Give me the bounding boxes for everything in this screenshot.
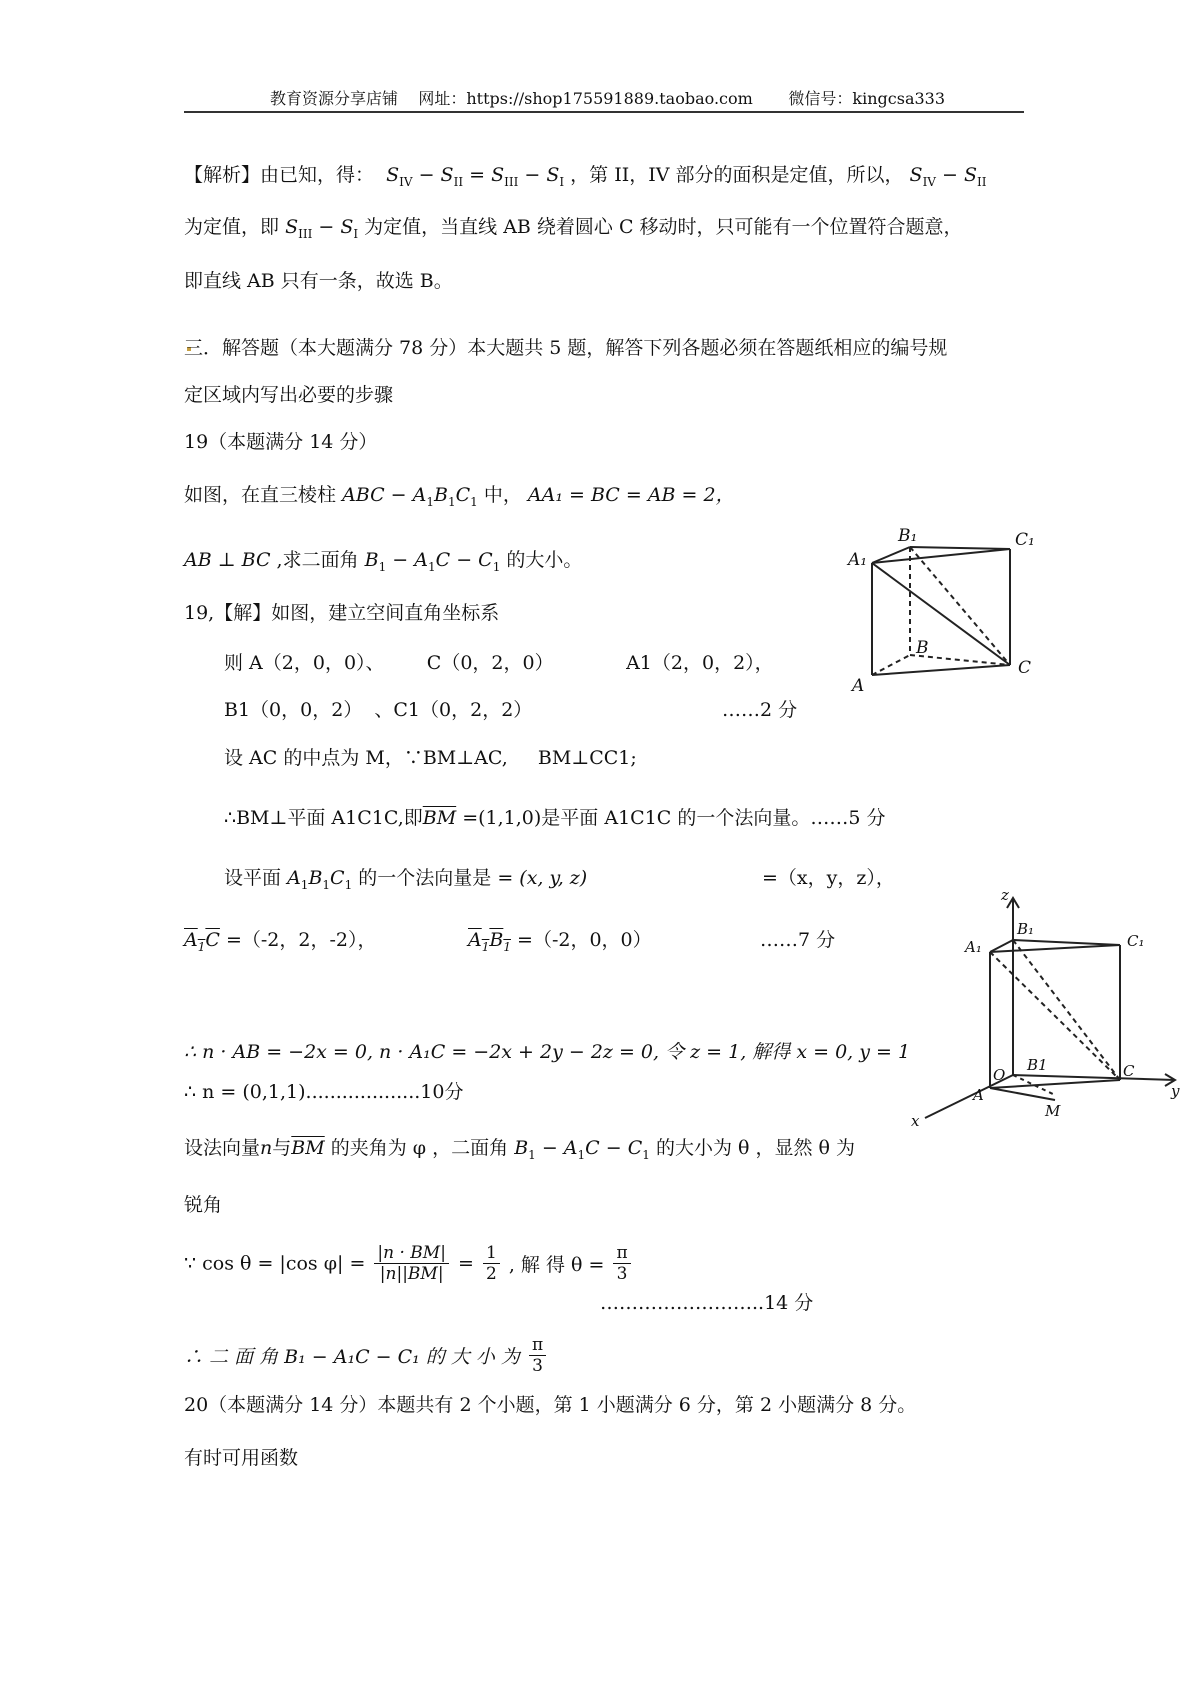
q19-perp: AB ⊥ BC	[184, 549, 271, 571]
vector-a1b1-line	[468, 925, 652, 954]
analysis-text-2b: 为定值，当直线 AB 绕着圆心 C 移动时，只可能有一个位置符合题意，	[364, 216, 963, 238]
header-rule	[184, 111, 1024, 113]
vector-a1c-line	[184, 925, 377, 954]
edge-b1c1-2	[1013, 940, 1120, 945]
sol-final-den: 3	[532, 1356, 543, 1376]
fig2-label-y: y	[1171, 1082, 1180, 1100]
fig2-label-a1: A₁	[965, 938, 982, 956]
fig1-label-a1: A₁	[848, 550, 868, 570]
sol-equation-2: ∴ n = (0,1,1)...................10分	[184, 1081, 464, 1103]
vector-a1c: $A_1C$	[184, 929, 220, 954]
fig2-label-b: B1	[1027, 1056, 1048, 1074]
page-header: 教育资源分享店铺 网址：https://shop175591889.taobao.com 微信号：kingcsa333	[270, 89, 946, 108]
analysis-line-2	[184, 212, 963, 241]
normal-vector-n: = (x, y, z)	[497, 867, 588, 889]
sol-final-text: ∴ 二 面 角 B₁ − A₁C − C₁ 的 大 小 为	[184, 1346, 520, 1368]
sol-cos-eq: =	[457, 1252, 474, 1275]
sol-cos-b: , 解 得 θ =	[508, 1254, 605, 1276]
q19-condition: AA₁ = BC = AB = 2，	[527, 484, 735, 506]
sol-cos-a: ∵ cos θ = |cos φ| =	[184, 1252, 366, 1275]
fig1-label-a: A	[852, 676, 865, 696]
sol-normal-1	[224, 803, 886, 830]
fig1-label-b1: B₁	[898, 526, 918, 546]
fig2-label-z: z	[1001, 890, 1009, 904]
vector-bm: $\overline{BM}$	[422, 807, 457, 829]
vector-a1b1-value: =（-2，0，0）	[517, 929, 652, 951]
sol-score-14: ……………………..14 分	[600, 1292, 814, 1314]
plane-a1b1c1: $A_1B_1C_1$	[287, 867, 353, 892]
sol-cos-fraction	[374, 1243, 449, 1284]
q19-dihedral: $B_1 - A_1C - C_1$	[364, 549, 501, 574]
fig2-label-a: A	[973, 1086, 984, 1104]
analysis-text-1b: ，第 II，IV 部分的面积是定值，所以，	[570, 164, 904, 186]
fig2-label-c1: C₁	[1127, 932, 1145, 950]
sol-equation-1: ∴ n · AB = −2x = 0, n · A₁C = −2x + 2y − 2z = 0, 令 z = 1, 解得 x = 0, y = 1	[184, 1041, 911, 1063]
edge-a1c1-2	[990, 945, 1120, 952]
sol-normal-2a: 设平面	[224, 867, 282, 889]
q19-prism: ABC − $A_1B_1C_1$	[342, 484, 478, 509]
fig1-label-b: B	[916, 638, 929, 658]
sol-pi-den: 3	[616, 1264, 628, 1284]
fig1-label-c: C	[1018, 658, 1032, 678]
sol-pi-third	[613, 1243, 630, 1284]
analysis-formula-2: $S_{IV} - S_{II}$	[909, 164, 987, 189]
analysis-line-1	[184, 160, 986, 189]
sol-half	[483, 1243, 500, 1284]
analysis-line-3: 即直线 AB 只有一条，故选 B。	[184, 270, 453, 292]
vector-bm-2: $\overline{BM}$	[291, 1137, 325, 1159]
sol-score-7: ……7 分	[760, 929, 836, 951]
sol-angle-c: 的夹角为 φ ，二面角	[330, 1137, 509, 1159]
analysis-formula-1: $S_{IV} - S_{II} = S_{III} - S_I$	[386, 164, 565, 189]
sol-angle-line: 设法向量n与$\overline{BM}$ 的夹角为 φ ，二面角 $B_1 - A_1C - C_1$ 的大小为 θ ，显然 θ 为	[184, 1137, 855, 1162]
sol-cos-num: |n · BM|	[374, 1243, 449, 1264]
sol-half-num: 1	[483, 1243, 500, 1264]
q19-line-1	[184, 480, 735, 509]
q19-line-2	[184, 545, 582, 574]
edge-ac-2	[990, 1080, 1120, 1088]
fig2-label-m: M	[1045, 1102, 1061, 1120]
sol-angle-a: 设法向量	[184, 1137, 261, 1159]
sol-final-num: π	[529, 1335, 546, 1356]
section3-line-1: 三．解答题（本大题满分 78 分）本大题共 5 题，解答下列各题必须在答题纸相应的编号规	[184, 337, 948, 359]
q19-text-2b: ,求二面角	[276, 549, 359, 571]
fig2-label-b1: B₁	[1017, 920, 1035, 938]
sol-normal-1a: ∴BM⊥平面 A1C1C,即	[224, 807, 423, 829]
fig2-label-c: C	[1123, 1062, 1135, 1080]
sol-score-2: ……2 分	[722, 699, 798, 721]
fig2-label-o: O	[993, 1066, 1006, 1084]
edge-a1c1	[872, 549, 1010, 563]
q19-text-1b: 中，	[483, 484, 522, 506]
sol-normal-2b: 的一个法向量是	[358, 867, 492, 889]
q20-line-2: 有时可用函数	[184, 1447, 299, 1469]
q19-text-2c: 的大小。	[506, 549, 583, 571]
sol-cos-den: |n||BM|	[379, 1264, 444, 1284]
sol-midpoint: 设 AC 的中点为 M，∵BM⊥AC, BM⊥CC1;	[224, 747, 637, 769]
edge-b1c1	[910, 547, 1010, 549]
sol-angle-d: 的大小为 θ ，显然 θ 为	[655, 1137, 855, 1159]
fig1-label-c1: C₁	[1015, 530, 1035, 550]
prism-figure	[840, 525, 1040, 705]
coordinate-figure	[905, 890, 1190, 1130]
q20-line-1: 20（本题满分 14 分）本题共有 2 个小题，第 1 小题满分 6 分，第 2 小题满分 8 分。	[184, 1394, 917, 1416]
vector-a1c-value: =（-2，2，-2），	[225, 929, 377, 951]
sol-final-fraction	[529, 1335, 546, 1376]
sol-angle-b: 与	[272, 1137, 292, 1159]
sol-normal-2	[224, 863, 587, 892]
axis-y	[1013, 1075, 1175, 1080]
vector-a1b1: $A_1B_1$	[468, 929, 511, 954]
edge-ac	[872, 665, 1010, 675]
analysis-text-1a: 【解析】由已知，得：	[184, 164, 375, 186]
sol-cos-line	[184, 1243, 634, 1284]
q19-text-1a: 如图，在直三棱柱	[184, 484, 337, 506]
analysis-formula-3: $S_{III} - S_I$	[285, 216, 359, 241]
sol-dihedral: $B_1 - A_1C - C_1$	[514, 1137, 650, 1162]
section3-line-2: 定区域内写出必要的步骤	[184, 384, 394, 406]
sol-pi-num: π	[613, 1243, 630, 1264]
sol-normal-2d: =（x，y，z），	[762, 867, 895, 889]
fig2-label-x: x	[911, 1112, 920, 1130]
sol-title: 19,【解】如图，建立空间直角坐标系	[184, 602, 500, 624]
sol-coords-2: B1（0，0，2） 、C1（0，2，2）	[224, 699, 533, 721]
edge-a1c	[872, 563, 1010, 665]
sol-coords-1: 则 A（2，0，0）、 C（0，2，0） A1（2，0，2），	[224, 652, 774, 674]
sol-half-den: 2	[485, 1264, 497, 1284]
sol-final	[184, 1335, 549, 1376]
analysis-text-2a: 为定值，即	[184, 216, 280, 238]
q19-title: 19（本题满分 14 分）	[184, 431, 378, 453]
sol-normal-1b: =(1,1,0)是平面 A1C1C 的一个法向量。……5 分	[462, 807, 886, 829]
sol-acute: 锐角	[184, 1194, 223, 1216]
edge-a1c-2	[990, 952, 1120, 1080]
